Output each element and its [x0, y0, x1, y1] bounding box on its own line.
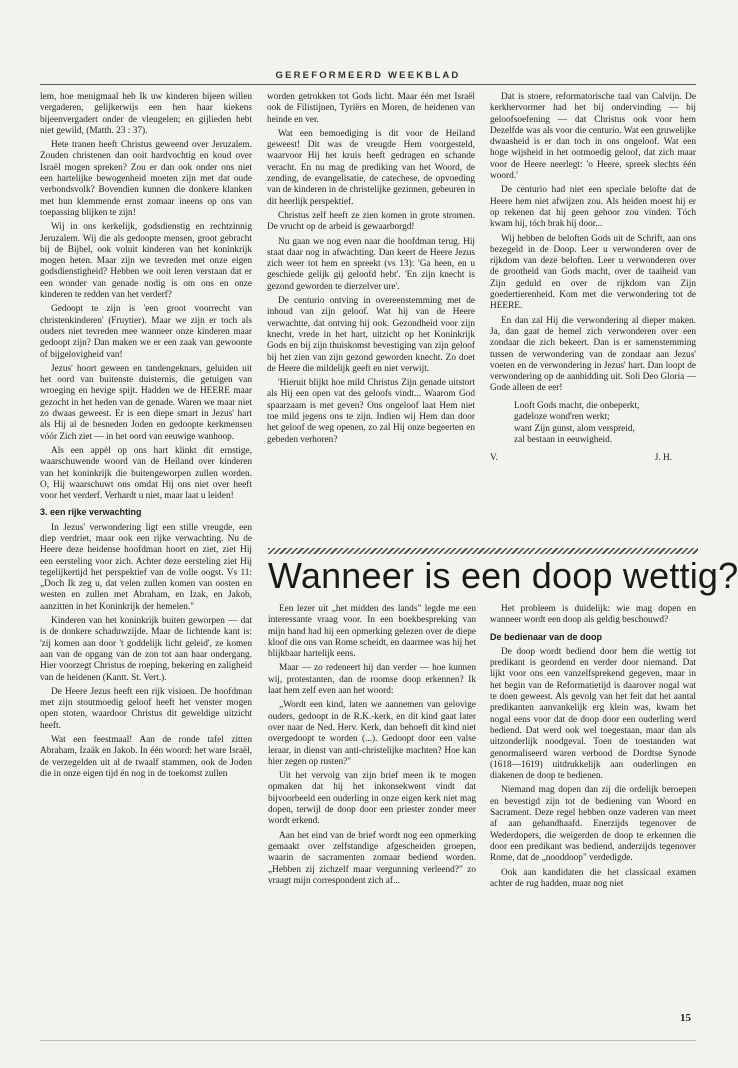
paragraph: De centurio had niet een speciale belofte dat de Heere hem niet afwijzen zou. Als heiden moest hij er op rekenen dat hij geen gehoor zou vinden. Tóch kwam hij, tóch brak hij door...	[490, 185, 696, 230]
signature	[490, 453, 696, 464]
paragraph: Jezus' hoort geween en tandengeknars, geluiden uit het oord van buitenste duisternis, die getuigen van wroeging en hevige spijt. Hadden we de HEERE maar gezocht in het heden van de genade. Waren we maar niet zo dwaas geweest. Er is een diepe smart in Jezus' hart als Hij al de besneden Joden en gedoopte kerkmensen vóór Zich ziet — in het oord van eeuwige wanhoop.	[40, 363, 252, 442]
paragraph: De centurio ontving in overeenstemming met de inhoud van zijn geloof. Wat hij van de Heere verwachtte, dat ontving hij ook. Gezondheid voor zijn knecht, vrede in het hart, uitzicht op het Koninkrijk Gods en bij zijn thuiskomst bevestiging van zijn geloof bij het zien van zijn gezond geworden knecht. Zo doet de Heere die mildelijk geeft en niet verwijt.	[267, 296, 475, 374]
section-heading: 3. een rijke verwachting	[40, 507, 142, 518]
poem-line: Looft Gods macht, die onbeperkt,	[514, 400, 640, 411]
paragraph: Aan het eind van de brief wordt nog een opmerking gemaakt over zelfstandige afgescheiden groepen, waarin de sacramenten zomaar bediend worden. „Hebben zij zichzelf maar vergunning verleend?" zo vraagt mijn correspondent zich af...	[268, 830, 476, 886]
paragraph: Wat een bemoediging is dit voor de Heiland geweest! Dit was de vreugde Hem voorgesteld, waarvoor Hij het kruis heeft gedragen en schande veracht. En nu mag de prediking van het Woord, de zending, de evangelisatie, de catechese, de opvoeding van de kinderen in de christelijke gezinnen, gebeuren in dit heerlijk perspektief.	[267, 128, 475, 207]
paragraph: Niemand mag dopen dan zij die ordelijk beroepen en bevestigd zijn tot de bediening van Woord en Sacrament. Deze regel hebben onze vaderen van meet af aan gehandhaafd. Enerzijds tegenover de Wederdopers, die weigerden de doop te erkennen die door een predikant was bediend, anderzijds tegenover Rome, dat de „nooddoop" verdedigde.	[490, 785, 696, 864]
paragraph: worden getrokken tot Gods licht. Maar één met Israël ook de Filistijnen, Tyriërs en Moren, de heidenen van heinde en ver.	[267, 92, 475, 125]
paragraph: Christus zelf heeft ze zien komen in grote stromen. De vrucht op de arbeid is gewaarborgd!	[267, 210, 475, 233]
paragraph: En dan zal Hij die verwondering al dieper maken. Ja, dan gaat de hemel zich verwonderen over een zondaar die zich bekeert. Dan is er samenstemming tussen de verwondering van de zondaar aan Jezus' voeten en de verwondering in Jezus' hart. Dan loopt de verwondering op de aanbidding uit. Soli Deo Gloria — Gode alleen de eer!	[490, 315, 696, 394]
column-3	[490, 92, 696, 464]
paragraph: Maar — zo redeneert hij dan verder — hoe kunnen wij, protestanten, dan de roomse doop erkennen? Ik laat hem zelf even aan het woord:	[268, 663, 476, 697]
paragraph: Het probleem is duidelijk: wie mag dopen en wanneer wordt een doop als geldig beschouwd?	[490, 604, 696, 626]
column-4	[268, 604, 476, 890]
paragraph: Ook aan kandidaten die het classicaal examen achter de rug hadden, maar nog niet	[490, 867, 696, 889]
paragraph: Wij in ons kerkelijk, godsdienstig en rechtzinnig Jeruzalem. Wij die als gedoopte mensen, groot gebracht bij de Bijbel, ook voluit kinderen van het koninkrijk mogen heten. Maar zijn we tevreden met onze eigen godsdienstigheid? Hebben we ooit leren verstaan dat er een wonder van genade nodig is om ons en onze kinderen te redden van het verderf?	[40, 222, 252, 301]
header-rule	[40, 84, 696, 85]
paragraph: lem, hoe menigmaal heb Ik uw kinderen bijeen willen vergaderen, gelijkerwijs een hen haar kiekens bijeenvergadert onder de vleugelen; en gijlieden hebt niet gewild, (Matth. 23 : 37).	[40, 92, 252, 136]
paragraph: Dat is stoere, reformatorische taal van Calvijn. De kerkhervormer had het bij ondervinding — bij geloofsoefening — dat Christus ook voor hem Dezelfde was als voor die centurio. Wat een gruwelijke dwaasheid is er dan toch in ons ongeloof. Wat een hoge wijsheid in het ootmoedig geloof, dat zich maar voor de Heere neerlegt: 'o Heere, spreek slechts één woord.'	[490, 92, 696, 182]
signature-left: V.	[490, 452, 498, 463]
signature-right: J. H.	[654, 452, 672, 463]
paragraph: Als een appèl op ons hart klinkt dit ernstige, waarschuwende woord van de Heiland over kinderen van het koninkrijk die buitengeworpen zullen worden. O, Hij waarschuwt ons omdat Hij ons niet over heeft voor het verderf. Verhardt u niet, maar laat u leiden!	[40, 445, 252, 502]
quote-paragraph: „Wordt een kind, laten we aannemen van gelovige ouders, gedoopt in de R.K.-kerk, en dit kind gaat later over naar de Ned. Herv. Kerk, dan behoeft dit kind niet overgedoopt te worden (...). Gedoopt door een valse leraar, in dienst van anti-christelijke machten? Hoe kan hier zegen op rusten?"	[268, 700, 476, 767]
section-heading: De bedienaar van de doop	[490, 631, 603, 642]
bottom-rule	[40, 1040, 696, 1041]
article-headline: Wanneer is een doop wettig?	[268, 555, 738, 596]
poem-line: gadeloze wond'ren werkt;	[514, 412, 610, 423]
paragraph: Gedoopt te zijn is 'een groot voorrecht van christenkinderen' (Fruytier). Maar we zijn er toch als ouders niet tevreden mee wanneer onze kinderen maar gedoopt zijn? Dan maken we er een zaak van gewoonte of bijgelovigheid van!	[40, 304, 252, 360]
paragraph: Hete tranen heeft Christus geweend over Jeruzalem. Zouden christenen dan ooit hardvochtig en koud over Israël mogen spreken? Zou er dan ook onder ons niet een hartelijke bewogenheid moeten zijn met dat oude verbondsvolk? Bovendien kunnen die donkere klanken met hun klemmende ernst zomaar ineens op ons van toepassing blijken te zijn!	[40, 140, 252, 218]
paragraph: In Jezus' verwondering ligt een stille vreugde, een diep verdriet, maar ook een rijke verwachting. Nu de Heere deze heidense hoofdman hoort en ziet, ziet Hij een eersteling voor zich. Achter deze eersteling ziet Hij tegelijkertijd het perspektief van de volle oogst. Vs 11: „Doch Ik zeg u, dat velen zullen komen van oosten en westen en zullen met Abraham, en Izak, en Jakob, aanzitten in het Koninkrijk der hemelen."	[40, 522, 252, 612]
paragraph: Een lezer uit „het midden des lands" legde me een interessante vraag voor. In een boekbespreking van mijn hand had hij een opmerking gelezen over de diepe kloof die ons van Rome scheidt, en daarmee was hij het blijkbaar hartelijk eens.	[268, 604, 476, 660]
paragraph: Wij hebben de beloften Gods uit de Schrift, aan ons bezegeld in de Doop. Leer u verwonderen over de rijkdom van deze beloften. Leer u verwonderen over de grootheid van Gods macht, over de taaiheid van Zijn geduld en over de rijkdom van Zijn goedertierenheid. Kom met die verwondering tot de HEERE.	[490, 233, 696, 312]
poem	[514, 401, 696, 447]
paragraph: 'Hieruit blijkt hoe mild Christus Zijn genade uitstort als Hij een open vat des geloofs vindt... Waarom God spaarzaam is met geven? Ons ongeloof laat Hem niet toe mild jegens ons te zijn. Indien wij Hem dan door het geloof de weg openen, zo zal Hij onze begeerten en gebeden verhoren?	[267, 378, 475, 445]
paragraph: Nu gaan we nog even naar die hoofdman terug. Hij staat daar nog in afwachting. Dan keert de Heere Jezus zich weer tot hem en spreekt (vs 13): 'Ga heen, en u geschiede gelijk gij geloofd hebt'. 'En zijn knecht is gezond geworden te dierzelver ure'.	[267, 236, 475, 292]
page-number: 15	[680, 1012, 691, 1024]
poem-line: zal bestaan in eeuwigheid.	[514, 435, 613, 446]
paragraph: Uit het vervolg van zijn brief meen ik te mogen opmaken dat hij het inkonsekwent vindt dat bijvoorbeeld een ouderling in onze eigen kerk niet mag dopen, terwijl de doop door een priester zonder meer wordt erkend.	[268, 771, 476, 827]
paragraph: De doop wordt bediend door hem die wettig tot predikant is geordend en verder door niemand. Dat lijkt voor ons een vanzelfsprekend gegeven, maar in het begin van de Reformatietijd is daarover nogal wat te doen geweest. Als gevolg van het feit dat het aantal predikanten aanvankelijk erg klein was, kwam het nogal eens voor dat de doop door een ouderling werd bediend. Dat werd ook wel toegestaan, maar dan als uitzonderlijk noodgeval. Toen de toestanden wat genormaliseerd waren verbood de Dordtse Synode (1618—1619) uitdrukkelijk aan ouderlingen en diakenen de doop te bedienen.	[490, 646, 696, 782]
paragraph: Wat een feestmaal! Aan de ronde tafel zitten Abraham, Izaäk en Jakob. In één woord: het ware Israël, de verzegelden uit al de twaalf stammen, ook de Joden die in onze eigen tijd én nog in de toekomst zullen	[40, 735, 252, 779]
column-2	[267, 92, 475, 449]
paragraph: De Heere Jezus heeft een rijk visioen. De hoofdman met zijn stoutmoedig geloof heeft het venster mogen open stoten, waardoor Christus dit geweldige uitzicht heeft.	[40, 686, 252, 731]
column-5	[490, 604, 696, 893]
running-header: GEREFORMEERD WEEKBLAD	[275, 70, 461, 81]
column-1	[40, 92, 252, 783]
paragraph: Kinderen van het koninkrijk buiten geworpen — dat is de donkere schaduwzijde. Maar de lichtende kant is: 'zij komen aan door 't goddelijk licht geleid', ze komen aan van de opgang van de zon tot aan haar ondergang. Hier voorzegt Christus de roeping, bekering en zaligheid van de heidenen (Kantt. St. Vert.).	[40, 616, 252, 683]
poem-line: want Zijn gunst, alom verspreid,	[514, 423, 635, 434]
ornamental-divider	[268, 548, 698, 554]
